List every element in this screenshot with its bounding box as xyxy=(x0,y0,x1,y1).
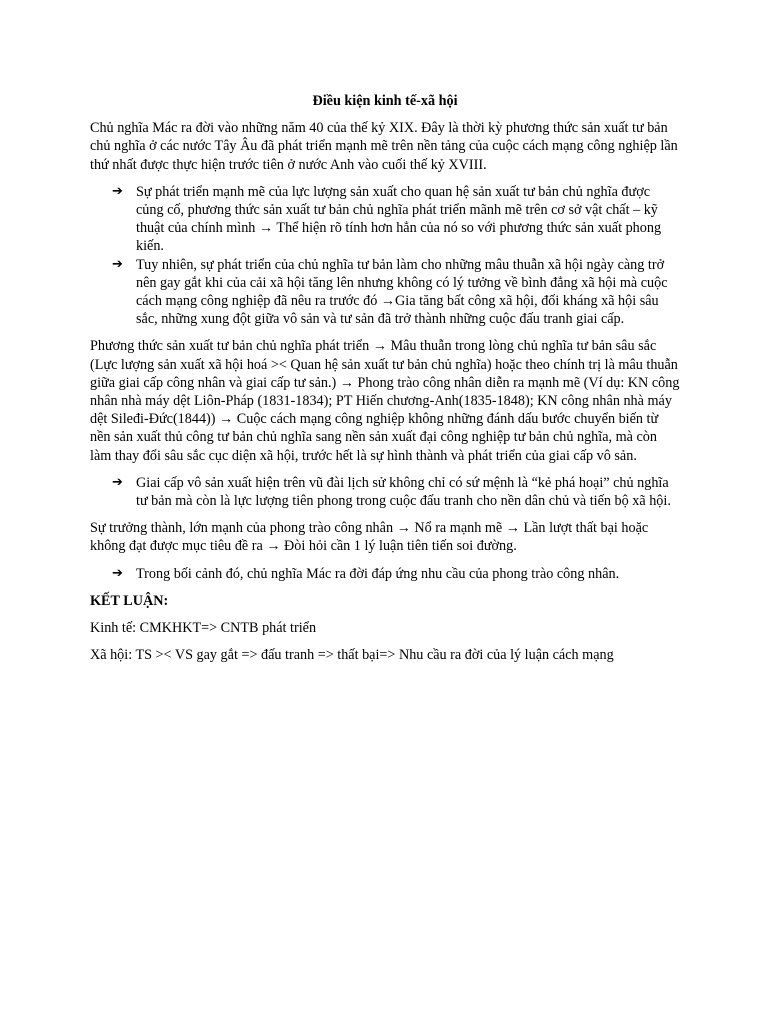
conclusion-society: Xã hội: TS >< VS gay gắt => đấu tranh => thất bại=> Nhu cầu ra đời của lý luận cách mạng xyxy=(90,647,614,664)
list-item-text: Tuy nhiên, sự phát triển của chủ nghĩa tư bản làm cho những mâu thuẫn xã hội ngày càng trở nên gay gắt khi của cải xã hội tăng lên nhưng không có lý tưởng về bình đẳng xã hội mà cuộc cách mạng công nghiệp đã nêu ra trước đó →Gia tăng bất công xã hội, đối kháng xã hội sâu sắc, những xung đột giữa vô sản và tư sản đã trở thành những cuộc đấu tranh giai cấp. xyxy=(136,256,668,328)
bullet-list-1 xyxy=(90,183,680,329)
bullet-list-3 xyxy=(90,565,680,583)
list-item-text: Sự phát triển mạnh mẽ của lực lượng sản xuất cho quan hệ sản xuất tư bản chủ nghĩa được củng cố, phương thức sản xuất tư bản chủ nghĩa phát triển mãnh mẽ trên cơ sở vật chất – kỹ thuật của chính mình → Thể hiện rõ tính hơn hẳn của nó so với phương thức sản xuất phong kiến. xyxy=(136,183,662,255)
conclusion-economy: Kinh tế: CMKHKT=> CNTB phát triển xyxy=(90,620,317,637)
right-arrow-icon: ➔ xyxy=(112,565,123,581)
list-item-text: Giai cấp vô sản xuất hiện trên vũ đài lịch sử không chỉ có sứ mệnh là “kẻ phá hoại” chủ nghĩa tư bản mà còn là lực lượng tiên phong trong cuộc đấu tranh cho nền dân chủ và tiến bộ xã hội. xyxy=(136,474,671,510)
paragraph-intro: Chủ nghĩa Mác ra đời vào những năm 40 của thế kỷ XIX. Đây là thời kỳ phương thức sản xuất tư bản chủ nghĩa ở các nước Tây Âu đã phát triển mạnh mẽ trên nền tảng của cuộc cách mạng công nghiệp lần thứ nhất được thực hiện trước tiên ở nước Anh vào cuối thế kỷ XVIII. xyxy=(90,120,678,173)
bullet-list-2 xyxy=(90,474,680,510)
list-item xyxy=(90,256,680,329)
paragraph-development: Phương thức sản xuất tư bản chủ nghĩa phát triển → Mâu thuẫn trong lòng chủ nghĩa tư bản sâu sắc (Lực lượng sản xuất xã hội hoá >< Quan hệ sản xuất tư bản chủ nghĩa) hoặc theo chính trị là mâu thuẫn giữa giai cấp công nhân và giai cấp tư sản.) → Phong trào công nhân diễn ra mạnh mẽ (Ví dụ: KN công nhân nhà máy dệt Liôn-Pháp (1831-1834); PT Hiến chương-Anh(1835-1848); KN công nhân nhà máy dệt Sileđi-Đức(1844)) → Cuộc cách mạng công nghiệp không những đánh dấu bước chuyển biến từ nền sản xuất thủ công tư bản chủ nghĩa sang nền sản xuất đại công nghiệp tư bản chủ nghĩa, mà còn làm thay đổi sâu sắc cục diện xã hội, trước hết là sự hình thành và phát triển của giai cấp vô sản. xyxy=(90,338,680,464)
document-page xyxy=(90,92,680,673)
document-title: Điều kiện kinh tế-xã hội xyxy=(312,93,458,109)
conclusion-heading: KẾT LUẬN: xyxy=(90,592,169,609)
paragraph-workers-movement: Sự trưởng thành, lớn mạnh của phong trào công nhân → Nổ ra mạnh mẽ → Lần lượt thất bại hoặc không đạt được mục tiêu đề ra → Đòi hỏi cần 1 lý luận tiên tiến soi đường. xyxy=(90,520,649,555)
list-item xyxy=(90,474,680,510)
right-arrow-icon: ➔ xyxy=(112,474,123,490)
list-item xyxy=(90,183,680,256)
list-item-text: Trong bối cảnh đó, chủ nghĩa Mác ra đời đáp ứng nhu cầu của phong trào công nhân. xyxy=(136,565,620,582)
right-arrow-icon: ➔ xyxy=(112,183,123,199)
list-item xyxy=(90,565,680,583)
right-arrow-icon: ➔ xyxy=(112,256,123,272)
